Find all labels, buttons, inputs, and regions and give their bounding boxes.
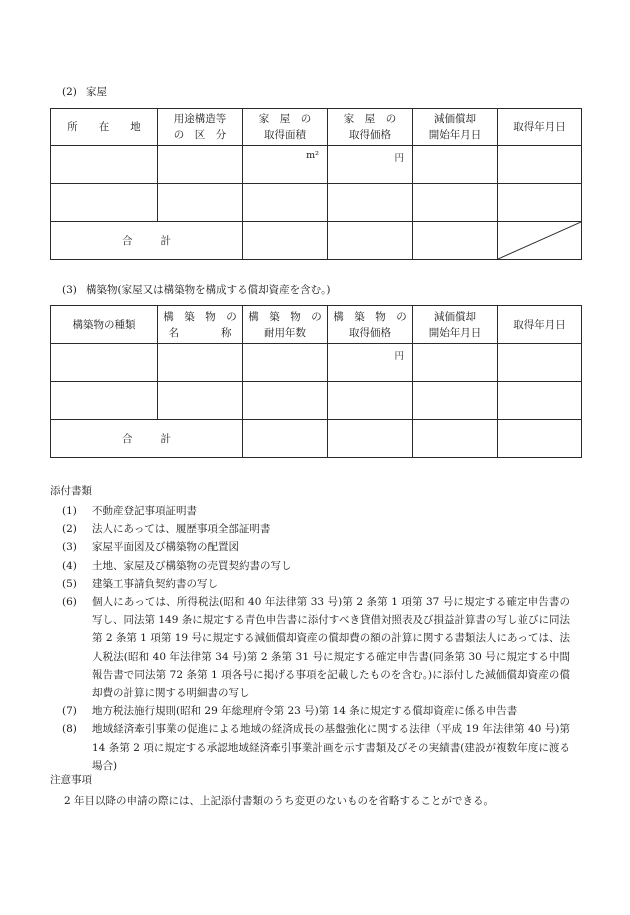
cell[interactable]	[158, 344, 243, 382]
header-acquired-area: 家 屋 の 取得面積	[243, 109, 328, 146]
attachment-text: 不動産登記事項証明書	[92, 505, 197, 517]
cell[interactable]	[158, 146, 243, 184]
cell[interactable]	[51, 184, 158, 222]
header-acquisition-date: 取得年月日	[498, 109, 582, 146]
header-structure-type: 構築物の種類	[51, 306, 158, 344]
kouchiku-data-row	[51, 382, 582, 420]
attachment-item	[50, 520, 570, 538]
attachment-number: (6)	[62, 596, 77, 609]
attachment-number: (5)	[62, 577, 77, 590]
header-useful-life: 構 築 物 の 耐用年数	[243, 306, 328, 344]
attachments-title: 添付書類	[50, 485, 92, 497]
cell[interactable]	[243, 382, 328, 420]
cell[interactable]	[243, 420, 328, 458]
kaoku-header-row	[51, 109, 582, 146]
total-label-cell: 合 計	[51, 222, 243, 260]
attachment-number: (2)	[62, 523, 77, 536]
cell[interactable]	[498, 420, 582, 458]
cell[interactable]	[328, 222, 413, 260]
attachment-text: 地域経済牽引事業の促進による地域の経済成長の基盤強化に関する法律（平成 19 年法律第 40 号)第 14 条第 2 項に規定する承認地域経済牽引事業計画を示す書類及びその実績書(建設が複数年度に渡る場合)	[92, 723, 570, 772]
cell[interactable]	[243, 344, 328, 382]
cell[interactable]	[413, 420, 498, 458]
attachment-item	[50, 593, 570, 702]
cell[interactable]	[243, 222, 328, 260]
header-location: 所 在 地	[51, 109, 158, 146]
cell[interactable]	[243, 184, 328, 222]
header-acquired-price: 構 築 物 の 取得価格	[328, 306, 413, 344]
attachment-text: 建築工事請負契約書の写し	[92, 577, 218, 590]
kouchiku-total-row	[51, 420, 582, 458]
cell[interactable]	[158, 382, 243, 420]
kaoku-table	[50, 108, 582, 260]
section-kaoku-heading	[62, 84, 107, 99]
attachments-list	[50, 502, 570, 775]
kaoku-data-row	[51, 146, 582, 184]
header-depreciation-start: 減価償却 開始年月日	[413, 109, 498, 146]
cell[interactable]	[328, 344, 413, 382]
cell[interactable]	[328, 420, 413, 458]
cell[interactable]	[413, 344, 498, 382]
cell[interactable]	[51, 382, 158, 420]
cell[interactable]	[498, 382, 582, 420]
attachment-item	[50, 575, 570, 593]
cell[interactable]	[413, 184, 498, 222]
cell[interactable]	[51, 344, 158, 382]
attachment-number: (8)	[62, 723, 77, 736]
unit-yen: 円	[394, 153, 404, 164]
notes-text: 2 年目以降の申請の際には、上記添付書類のうち変更のないものを省略することができる。	[64, 795, 495, 807]
attachment-text: 土地、家屋及び構築物の売買契約書の写し	[92, 559, 292, 572]
attachment-number: (3)	[62, 541, 77, 554]
attachment-item	[50, 502, 570, 520]
kaoku-total-row	[51, 222, 582, 260]
attachment-text: 個人にあっては、所得税法(昭和 40 年法律第 33 号)第 2 条第 1 項第 37 号に規定する確定申告書の写し、同法第 149 条に規定する青色申告書に添付すべき貸借対照表及び損益計算書の写し並びに同法第 2 条第 1 項第 19 号に規定する減価償却資産の償却費の額の計算に関する書類法人にあっては、法人税法(昭和 40 年法律第 34 号)第 2 条第 31 号に規定する確定申告書(同条第 30 号に規定する中間報告書で同法第 72 条第 1 項各号に掲げる事項を記載したものを含む。)に添付した減価償却資産の償却費の計算に関する明細書の写し	[92, 596, 571, 700]
diagonal-line	[498, 222, 581, 259]
cell[interactable]	[413, 222, 498, 260]
attachment-text: 地方税法施行規則(昭和 29 年総理府令第 23 号)第 14 条に規定する償却資産に係る申告書	[92, 705, 518, 718]
section-title: 家屋	[86, 86, 107, 98]
attachment-item	[50, 538, 570, 556]
cell[interactable]	[328, 382, 413, 420]
cell[interactable]	[498, 184, 582, 222]
unit-area: m²	[306, 150, 319, 161]
kouchiku-header-row	[51, 306, 582, 344]
section-kouchiku-heading	[62, 282, 330, 297]
total-label-cell: 合 計	[51, 420, 243, 458]
attachment-item	[50, 702, 570, 720]
attachment-text: 法人にあっては、履歴事項全部証明書	[92, 523, 271, 536]
cell[interactable]	[413, 146, 498, 184]
section-number: (2)	[62, 86, 77, 98]
cell[interactable]	[51, 146, 158, 184]
cell[interactable]	[243, 146, 328, 184]
cell[interactable]	[413, 382, 498, 420]
cell[interactable]	[328, 146, 413, 184]
header-usage-structure: 用途構造等 の 区 分	[158, 109, 243, 146]
cell[interactable]	[328, 184, 413, 222]
attachment-number: (1)	[62, 505, 77, 517]
kouchiku-data-row	[51, 344, 582, 382]
attachment-text: 家屋平面図及び構築物の配置図	[92, 541, 239, 554]
kaoku-data-row	[51, 184, 582, 222]
unit-yen: 円	[394, 351, 404, 362]
attachment-number: (4)	[62, 559, 77, 572]
notes-title: 注意事項	[50, 774, 92, 786]
section-title: 構築物(家屋又は構築物を構成する償却資産を含む。)	[86, 284, 331, 296]
attachment-item	[50, 557, 570, 575]
cell[interactable]	[498, 146, 582, 184]
attachment-number: (7)	[62, 705, 77, 718]
cell[interactable]	[158, 184, 243, 222]
section-number: (3)	[62, 284, 77, 296]
header-structure-name: 構 築 物 の 名 称	[158, 306, 243, 344]
attachment-item	[50, 720, 570, 775]
header-depreciation-start: 減価償却 開始年月日	[413, 306, 498, 344]
diagonal-cell	[498, 222, 582, 260]
header-acquired-price: 家 屋 の 取得価格	[328, 109, 413, 146]
header-acquisition-date: 取得年月日	[498, 306, 582, 344]
cell[interactable]	[498, 344, 582, 382]
kouchiku-table	[50, 305, 582, 458]
